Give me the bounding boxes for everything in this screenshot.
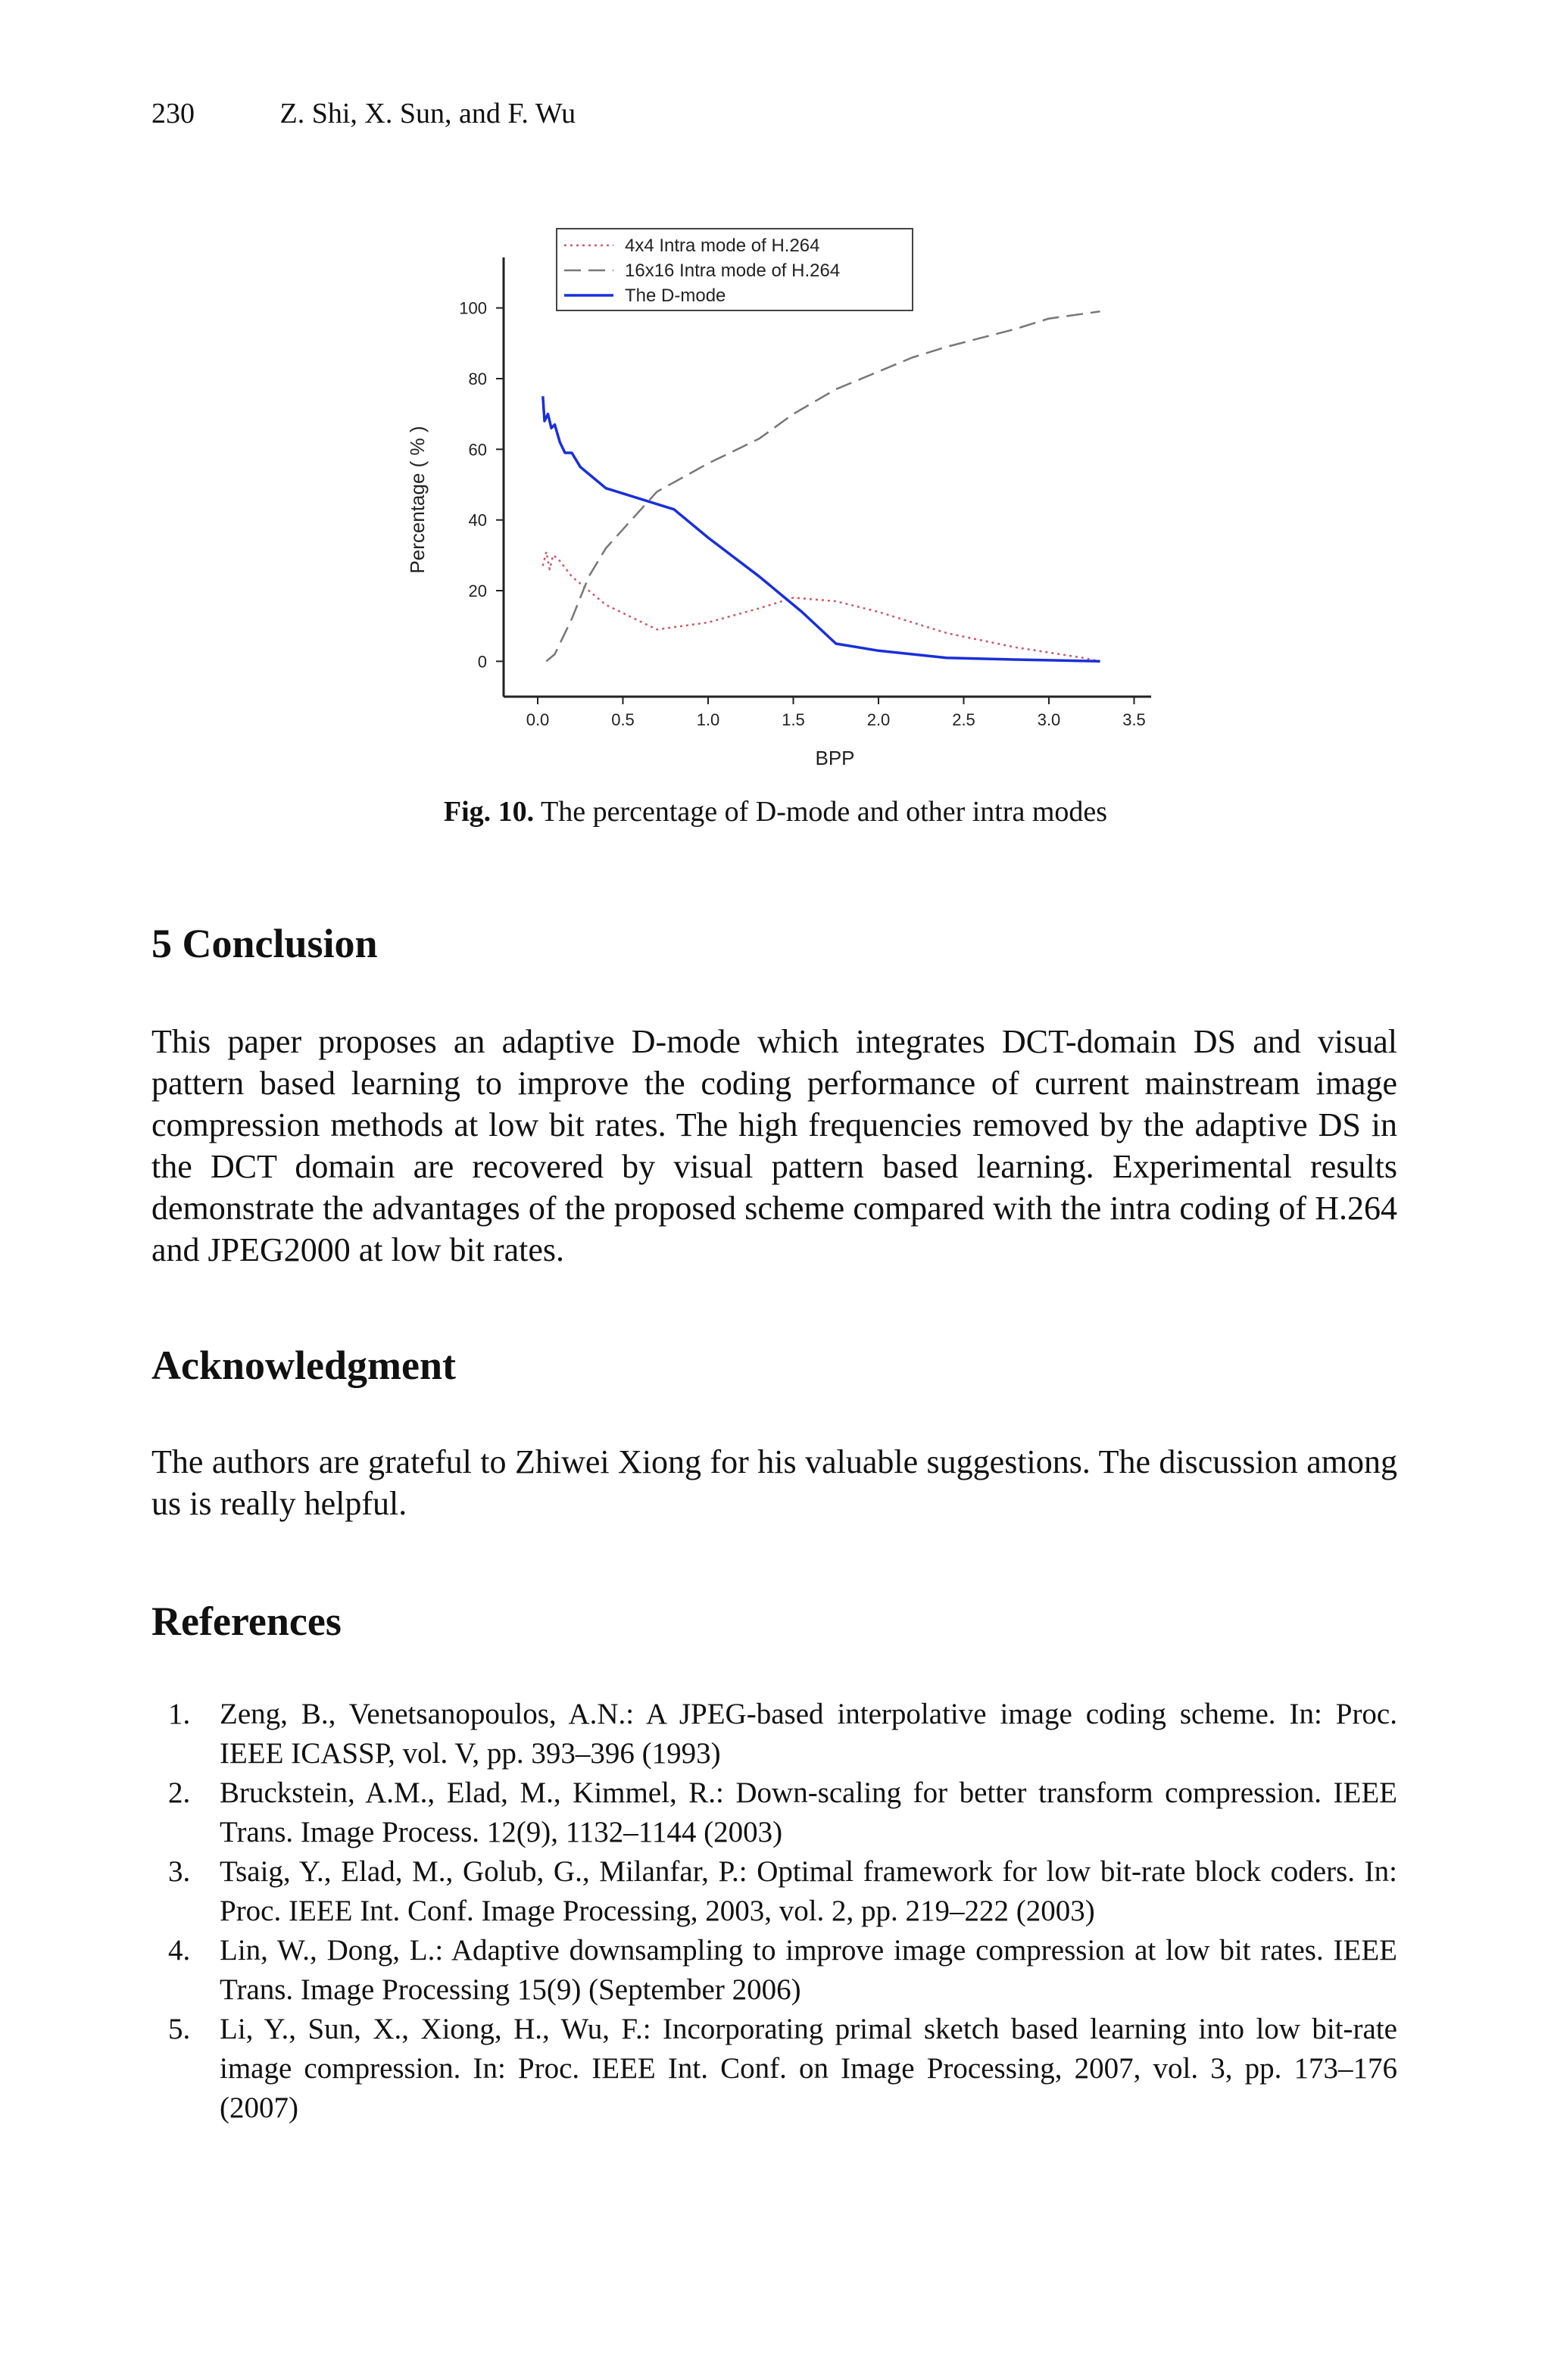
acknowledgment-heading: Acknowledgment bbox=[151, 1343, 456, 1388]
reference-list bbox=[151, 1695, 1397, 2128]
x-tick-label: 2.0 bbox=[866, 710, 891, 729]
series-line-3 bbox=[543, 396, 1100, 661]
x-tick-label: 0.5 bbox=[611, 710, 635, 729]
y-tick-label: 0 bbox=[477, 652, 487, 672]
legend-label: 16x16 Intra mode of H.264 bbox=[625, 260, 841, 281]
reference-text: Bruckstein, A.M., Elad, M., Kimmel, R.: Down-scaling for better transform compression. IEEE Trans. Image Process. 12(9), 1132–1144 (2003) bbox=[220, 1776, 1397, 1848]
reference-item bbox=[151, 1852, 1397, 1931]
chart-axes bbox=[504, 257, 1151, 697]
series-line-2 bbox=[546, 311, 1100, 661]
reference-item bbox=[151, 1773, 1397, 1852]
page-number: 230 bbox=[151, 98, 195, 129]
conclusion-body: This paper proposes an adaptive D-mode which integrates DCT-domain DS and visual pattern based learning to improve the coding performance of current mainstream image compression methods at low bit rates. The high frequencies removed by the adaptive DS in the DCT domain are recovered by visual pattern based learning. Experimental results demonstrate the advantages of the proposed scheme compared with the intra coding of H.264 and JPEG2000 at low bit rates. bbox=[151, 1023, 1397, 1268]
y-tick-label: 80 bbox=[468, 370, 487, 388]
running-head-authors: Z. Shi, X. Sun, and F. Wu bbox=[279, 98, 576, 129]
x-tick-label: 1.0 bbox=[696, 710, 720, 729]
x-tick-label: 2.5 bbox=[952, 710, 975, 729]
reference-number: 2. bbox=[168, 1776, 191, 1809]
acknowledgment-body: The authors are grateful to Zhiwei Xiong for his valuable suggestions. The discussion among us is really helpful. bbox=[151, 1443, 1397, 1522]
reference-item bbox=[151, 2010, 1397, 2128]
y-tick-label: 60 bbox=[468, 440, 487, 460]
x-tick-label: 1.5 bbox=[782, 710, 805, 729]
figure-caption bbox=[0, 795, 1551, 828]
x-tick-label: 3.0 bbox=[1037, 710, 1061, 729]
reference-number: 4. bbox=[168, 1934, 191, 1967]
figure-caption-label: Fig. 10. bbox=[443, 796, 535, 828]
reference-item bbox=[151, 1931, 1397, 2010]
figure-10 bbox=[386, 212, 1174, 772]
chart-series bbox=[543, 311, 1100, 661]
x-axis-title: BPP bbox=[815, 747, 855, 769]
reference-number: 1. bbox=[168, 1698, 191, 1730]
series-line-1 bbox=[543, 552, 1100, 662]
x-tick-label: 0.0 bbox=[526, 710, 550, 729]
y-tick-label: 100 bbox=[459, 298, 487, 318]
conclusion-heading: 5 Conclusion bbox=[151, 921, 378, 966]
legend-label: 4x4 Intra mode of H.264 bbox=[625, 236, 820, 256]
reference-item bbox=[151, 1695, 1397, 1773]
x-tick-label: 3.5 bbox=[1122, 710, 1146, 729]
reference-number: 5. bbox=[168, 2013, 191, 2045]
reference-text: Li, Y., Sun, X., Xiong, H., Wu, F.: Incorporating primal sketch based learning into low bit-rate image compression. In: Proc. IEEE Int. Conf. on Image Processing, 2007, vol. 3, pp. 173–176 (2007) bbox=[220, 2013, 1397, 2124]
reference-text: Tsaig, Y., Elad, M., Golub, G., Milanfar, P.: Optimal framework for low bit-rate block coders. In: Proc. IEEE Int. Conf. Image Processing, 2003, vol. 2, pp. 219–222 (2003) bbox=[220, 1855, 1397, 1927]
chart-ticks bbox=[406, 299, 1146, 769]
y-axis-title: Percentage ( % ) bbox=[406, 426, 429, 574]
y-tick-label: 20 bbox=[468, 582, 487, 600]
reference-text: Zeng, B., Venetsanopoulos, A.N.: A JPEG-based interpolative image coding scheme. In: Proc. IEEE ICASSP, vol. V, pp. 393–396 (1993) bbox=[220, 1698, 1397, 1770]
reference-number: 3. bbox=[168, 1855, 191, 1888]
figure-caption-text: The percentage of D-mode and other intra modes bbox=[534, 796, 1108, 828]
chart-legend bbox=[557, 229, 913, 310]
running-head bbox=[151, 97, 576, 130]
percentage-line-chart bbox=[386, 212, 1174, 772]
legend-label: The D-mode bbox=[625, 285, 726, 306]
y-tick-label: 40 bbox=[468, 510, 487, 530]
reference-text: Lin, W., Dong, L.: Adaptive downsampling to improve image compression at low bit rates. IEEE Trans. Image Processing 15(9) (September 2006) bbox=[220, 1934, 1397, 2006]
references-heading: References bbox=[151, 1599, 342, 1644]
